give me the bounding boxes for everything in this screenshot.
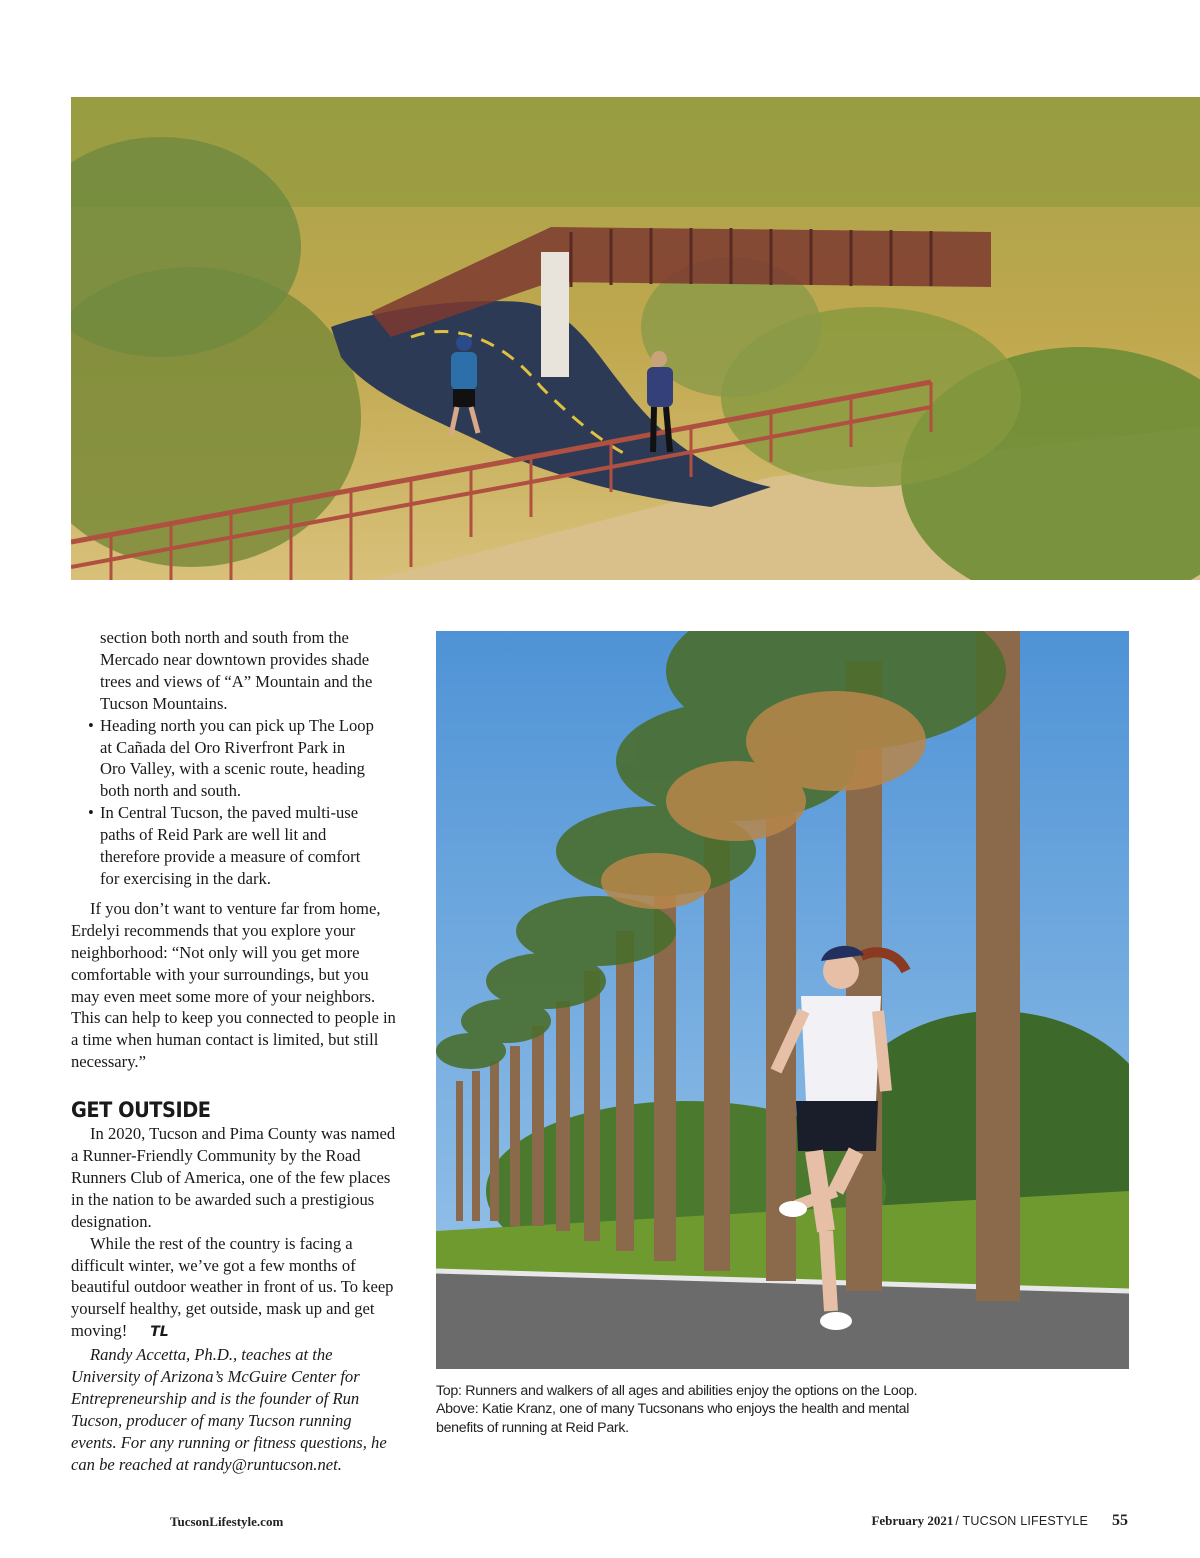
article-column [71, 627, 401, 1476]
list-line: Tucson Mountains. [100, 693, 228, 713]
list-item [71, 627, 401, 715]
winter-paragraph [71, 1233, 401, 1345]
list-line: for exercising in the dark. [100, 868, 271, 888]
list-line: section both north and south from the [100, 628, 349, 647]
bullet-icon: • [88, 803, 94, 823]
side-photo [436, 631, 1129, 1369]
bridge-path-illustration [71, 97, 1200, 580]
palm-runner-illustration [436, 631, 1129, 1369]
caption-line: benefits of running at Reid Park. [436, 1419, 629, 1436]
bullet-icon: • [88, 715, 94, 735]
page-number: 55 [1112, 1512, 1128, 1529]
neighborhood-paragraph: If you don’t want to venture far from home, Erdelyi recommends that you explore your neighborhood: “Not only will you get more comfortable with your surroundings, but you may even meet some more of your neighbors. This can help to keep you connected to people in a time when human contact is limited, but still necessary.” [71, 898, 396, 1072]
location-list [71, 627, 401, 890]
caption-line: Top: Runners and walkers of all ages and abilities enjoy the options on the Loop. [436, 1383, 918, 1399]
list-line: trees and views of “A” Mountain and the [100, 671, 373, 691]
list-line: Mercado near downtown provides shade [100, 649, 370, 669]
list-line: at Cañada del Oro Riverfront Park in [100, 737, 346, 757]
list-line: In Central Tucson, the paved multi-use [100, 803, 359, 823]
list-item [71, 715, 401, 803]
list-line: Oro Valley, with a scenic route, heading [100, 759, 365, 779]
list-line: Heading north you can pick up The Loop [100, 715, 374, 735]
list-line: both north and south. [100, 781, 242, 801]
list-line: therefore provide a measure of comfort [100, 847, 361, 867]
footer-website: TucsonLifestyle.com [170, 1514, 284, 1529]
top-photo [71, 97, 1200, 580]
footer-date: February 2021 [871, 1513, 954, 1528]
winter-paragraph-text: While the rest of the country is facing a difficult winter, we’ve got a few months of beautiful outdoor weather in front of us. To keep yourself healthy, get outside, mask up and get moving! [71, 1233, 394, 1341]
footer-publication: / TUCSON LIFESTYLE [955, 1514, 1088, 1528]
end-mark: TL [150, 1324, 169, 1341]
list-item [71, 802, 401, 890]
section-heading: GET OUTSIDE [71, 1098, 211, 1123]
runner-friendly-paragraph: In 2020, Tucson and Pima County was named a Runner-Friendly Community by the Road Runners Club of America, one of the few places in the nation to be awarded such a prestigious designation. [71, 1124, 396, 1231]
list-line: paths of Reid Park are well lit and [100, 825, 327, 845]
caption-line: Above: Katie Kranz, one of many Tucsonans who enjoys the health and mental [436, 1401, 910, 1418]
footer-folio [871, 1512, 1128, 1530]
photo-caption [436, 1382, 1036, 1437]
author-bio: Randy Accetta, Ph.D., teaches at the University of Arizona’s McGuire Center for Entrepreneurship and is the founder of Run Tucson, producer of many Tucson running events. For any running or fitness questions, he can be reached at randy@runtucson.net. [71, 1345, 387, 1474]
